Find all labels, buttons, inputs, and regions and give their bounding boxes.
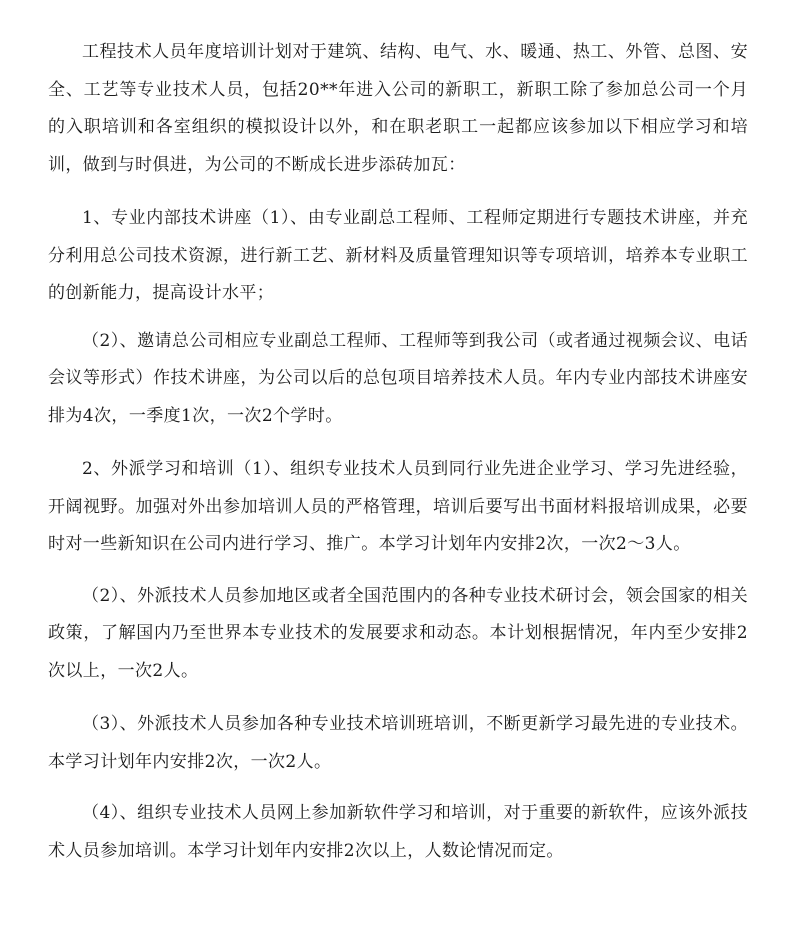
online-software-paragraph: （4）、组织专业技术人员网上参加新软件学习和培训，对于重要的新软件，应该外派技术人员参加培训。本学习计划年内安排2次以上，人数论情况而定。 <box>48 803 748 861</box>
training-class-paragraph: （3）、外派技术人员参加各种专业技术培训班培训，不断更新学习最先进的专业技术。本学习计划年内安排2次，一次2人。 <box>48 714 748 772</box>
lecture-paragraph: 1、专业内部技术讲座（1）、由专业副总工程师、工程师定期进行专题技术讲座，并充分利用总公司技术资源，进行新工艺、新材料及质量管理知识等专项培训，培养本专业职工的创新能力，提高设计水平； <box>48 208 748 303</box>
document-page <box>48 34 748 870</box>
seminar-paragraph: （2）、外派技术人员参加地区或者全国范围内的各种专业技术研讨会，领会国家的相关政策，了解国内乃至世界本专业技术的发展要求和动态。本计划根据情况，年内至少安排2次以上，一次2人。 <box>48 585 748 681</box>
external-study-paragraph: 2、外派学习和培训（1）、组织专业技术人员到同行业先进企业学习、学习先进经验，开阔视野。加强对外出参加培训人员的严格管理，培训后要写出书面材料报培训成果，必要时对一些新知识在公司内进行学习、推广。本学习计划年内安排2次，一次2～3人。 <box>48 459 748 554</box>
intro-paragraph: 工程技术人员年度培训计划对于建筑、结构、电气、水、暖通、热工、外管、总图、安全、工艺等专业技术人员，包括20**年进入公司的新职工，新职工除了参加总公司一个月的入职培训和各室组织的模拟设计以外，和在职老职工一起都应该参加以下相应学习和培训，做到与时俱进，为公司的不断成长进步添砖加瓦： <box>48 42 748 175</box>
invited-lecture-paragraph: （2）、邀请总公司相应专业副总工程师、工程师等到我公司（或者通过视频会议、电话会议等形式）作技术讲座，为公司以后的总包项目培养技术人员。年内专业内部技术讲座安排为4次，一季度1次，一次2个学时。 <box>48 330 748 426</box>
